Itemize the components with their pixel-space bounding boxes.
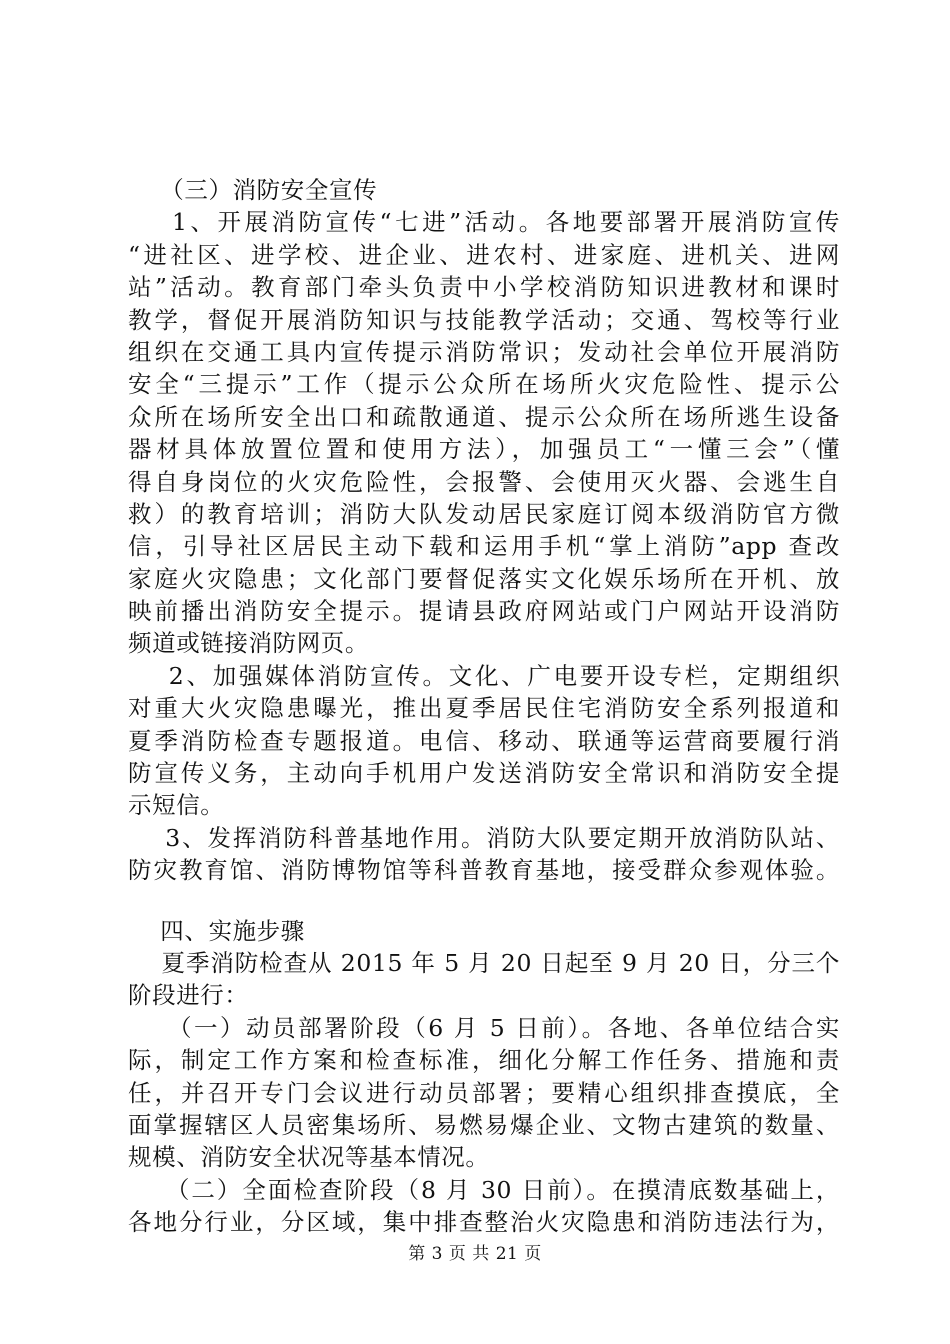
text-line: 频道或链接消防网页。 xyxy=(128,629,369,658)
text-line: 面掌握辖区人员密集场所、易燃易爆企业、文物古建筑的数量、 xyxy=(128,1110,840,1139)
text-line: 1、开展消防宣传“七进”活动。各地要部署开展消防宣传 xyxy=(128,208,840,237)
text-line: 任，并召开专门会议进行动员部署；要精心组织排查摸底，全 xyxy=(128,1078,840,1107)
text-line: 3、发挥消防科普基地作用。消防大队要定期开放消防队站、 xyxy=(128,823,840,852)
text-line: （二）全面检查阶段（8 月 30 日前）。在摸清底数基础上， xyxy=(128,1175,840,1204)
document-body xyxy=(128,174,840,1239)
text-line: 信，引导社区居民主动下载和运用手机“掌上消防”app 查改 xyxy=(128,532,840,561)
text-line: 得自身岗位的火灾危险性，会报警、会使用灭火器、会逃生自 xyxy=(128,467,840,496)
text-line: 众所在场所安全出口和疏散通道、提示公众所在场所逃生设备 xyxy=(128,402,840,431)
text-line: （三）消防安全宣传 xyxy=(128,176,378,204)
text-line: 家庭火灾隐患；文化部门要督促落实文化娱乐场所在开机、放 xyxy=(128,564,840,593)
text-line: 器材具体放置位置和使用方法），加强员工“一懂三会”（懂 xyxy=(128,435,840,464)
text-line: 阶段进行： xyxy=(128,981,249,1010)
paragraph-gap xyxy=(128,887,840,915)
text-line: 站”活动。教育部门牵头负责中小学校消防知识进教材和课时 xyxy=(128,273,840,302)
text-line: 安全“三提示”工作（提示公众所在场所火灾危险性、提示公 xyxy=(128,370,840,399)
text-line: 四、实施步骤 xyxy=(128,916,305,945)
text-line: 救）的教育培训；消防大队发动居民家庭订阅本级消防官方微 xyxy=(128,499,840,528)
text-line: 2、加强媒体消防宣传。文化、广电要开设专栏，定期组织 xyxy=(128,661,840,690)
text-line: 示短信。 xyxy=(128,791,225,820)
text-line: 组织在交通工具内宣传提示消防常识；发动社会单位开展消防 xyxy=(128,337,840,366)
text-line: 映前播出消防安全提示。提请县政府网站或门户网站开设消防 xyxy=(128,597,840,626)
text-line: “进社区、进学校、进企业、进农村、进家庭、进机关、进网 xyxy=(128,240,840,269)
page-number-footer: 第 3 页 共 21 页 xyxy=(408,1244,542,1264)
text-line: 防灾教育馆、消防博物馆等科普教育基地，接受群众参观体验。 xyxy=(128,856,840,885)
text-line: 际，制定工作方案和检查标准，细化分解工作任务、措施和责 xyxy=(128,1046,840,1075)
text-line: 各地分行业，分区域，集中排查整治火灾隐患和消防违法行为， xyxy=(128,1208,840,1237)
text-line: 夏季消防检查专题报道。电信、移动、联通等运营商要履行消 xyxy=(128,726,840,755)
text-line: 规模、消防安全状况等基本情况。 xyxy=(128,1143,490,1172)
text-line: 夏季消防检查从 2015 年 5 月 20 日起至 9 月 20 日，分三个 xyxy=(128,948,840,977)
text-line: 教学，督促开展消防知识与技能教学活动；交通、驾校等行业 xyxy=(128,305,840,334)
text-line: 防宣传义务，主动向手机用户发送消防安全常识和消防安全提 xyxy=(128,759,840,788)
text-line: （一）动员部署阶段（6 月 5 日前）。各地、各单位结合实 xyxy=(128,1013,840,1042)
text-line: 对重大火灾隐患曝光，推出夏季居民住宅消防安全系列报道和 xyxy=(128,694,840,723)
